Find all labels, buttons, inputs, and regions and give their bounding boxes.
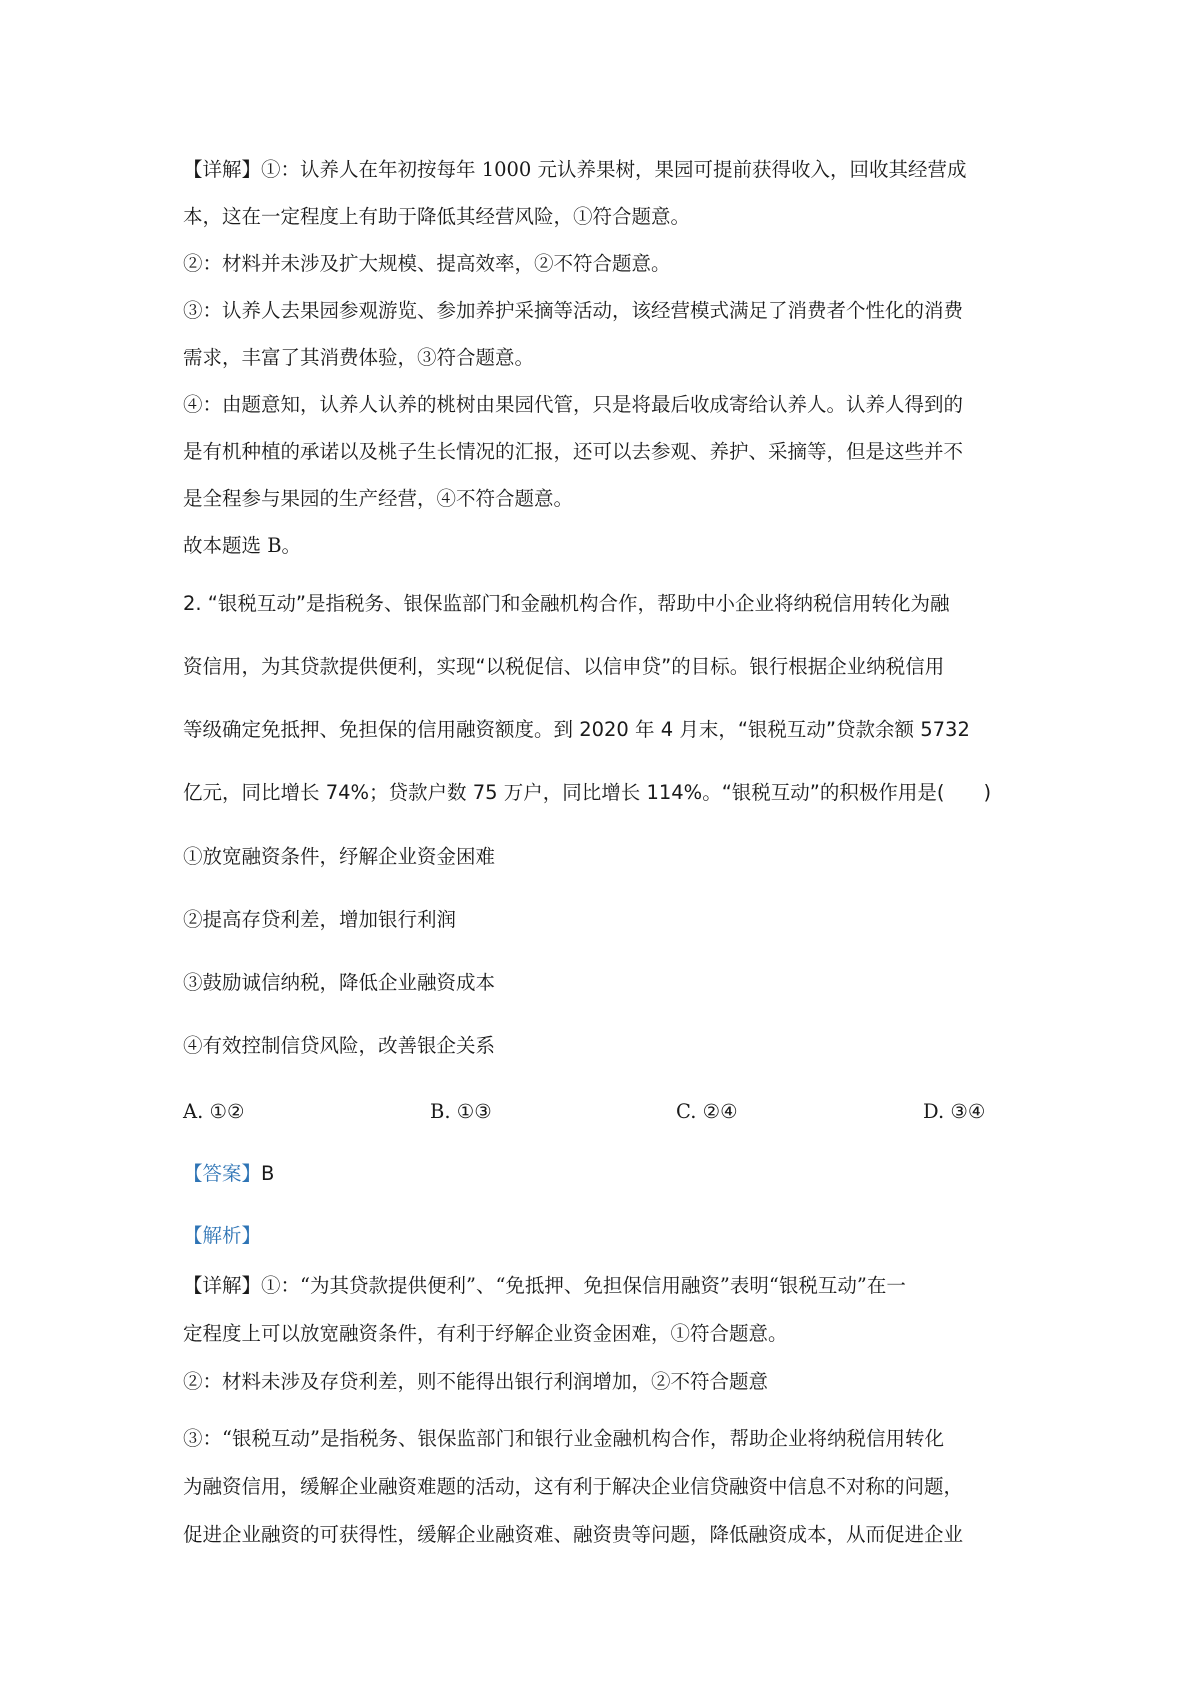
explanation1-line: 需求，丰富了其消费体验，③符合题意。: [183, 346, 535, 369]
explanation1-line: 【详解】①：认养人在年初按每年 1000 元认养果树，果园可提前获得收入，回收其经营成: [183, 158, 967, 181]
question2-stem-line: 等级确定免抵押、免担保的信用融资额度。到 2020 年 4 月末，“银税互动”贷款余额 5732: [183, 718, 970, 741]
explanation2-line: 促进企业融资的可获得性，缓解企业融资难、融资贵等问题，降低融资成本，从而促进企业: [183, 1523, 964, 1546]
explanation1-line: 是全程参与果园的生产经营，④不符合题意。: [183, 487, 574, 510]
statement-4: ④有效控制信贷风险，改善银企关系: [183, 1034, 496, 1057]
explanation2-line: 定程度上可以放宽融资条件，有利于纾解企业资金困难，①符合题意。: [183, 1322, 788, 1345]
statement-2: ②提高存贷利差，增加银行利润: [183, 908, 457, 931]
answer-value: B: [261, 1162, 275, 1185]
answer-label: 【答案】: [183, 1162, 262, 1185]
option-b: B. ①③: [430, 1100, 492, 1123]
explanation1-line: 本，这在一定程度上有助于降低其经营风险，①符合题意。: [183, 205, 691, 228]
explanation1-line: ②：材料并未涉及扩大规模、提高效率，②不符合题意。: [183, 252, 671, 275]
explanation2-line: 为融资信用，缓解企业融资难题的活动，这有利于解决企业信贷融资中信息不对称的问题，: [183, 1475, 964, 1498]
explanation2-line: ③：“银税互动”是指税务、银保监部门和银行业金融机构合作，帮助企业将纳税信用转化: [183, 1427, 944, 1450]
statement-1: ①放宽融资条件，纾解企业资金困难: [183, 845, 496, 868]
statement-3: ③鼓励诚信纳税，降低企业融资成本: [183, 971, 496, 994]
answer-line: [183, 1160, 274, 1188]
explanation2-line: ②：材料未涉及存贷利差，则不能得出银行利润增加，②不符合题意: [183, 1370, 769, 1393]
explanation1-line: ③：认养人去果园参观游览、参加养护采摘等活动，该经营模式满足了消费者个性化的消费: [183, 299, 964, 322]
explanation2-line: 【详解】①：“为其贷款提供便利”、“免抵押、免担保信用融资”表明“银税互动”在一: [183, 1274, 906, 1297]
option-c: C. ②④: [676, 1100, 738, 1123]
explanation1-line: 故本题选 B。: [183, 534, 302, 557]
explanation1-line: 是有机种植的承诺以及桃子生长情况的汇报，还可以去参观、养护、采摘等，但是这些并不: [183, 440, 964, 463]
analysis-label: 【解析】: [183, 1224, 262, 1247]
explanation1-line: ④：由题意知，认养人认养的桃树由果园代管，只是将最后收成寄给认养人。认养人得到的: [183, 393, 964, 416]
question2-stem-line: 2. “银税互动”是指税务、银保监部门和金融机构合作，帮助中小企业将纳税信用转化为融: [183, 592, 950, 615]
option-d: D. ③④: [923, 1100, 986, 1123]
option-a: A. ①②: [183, 1100, 245, 1123]
question2-stem-line: 资信用，为其贷款提供便利，实现“以税促信、以信申贷”的目标。银行根据企业纳税信用: [183, 655, 945, 678]
question2-stem-line: 亿元，同比增长 74%；贷款户数 75 万户，同比增长 114%。“银税互动”的积极作用是( ): [183, 781, 992, 804]
